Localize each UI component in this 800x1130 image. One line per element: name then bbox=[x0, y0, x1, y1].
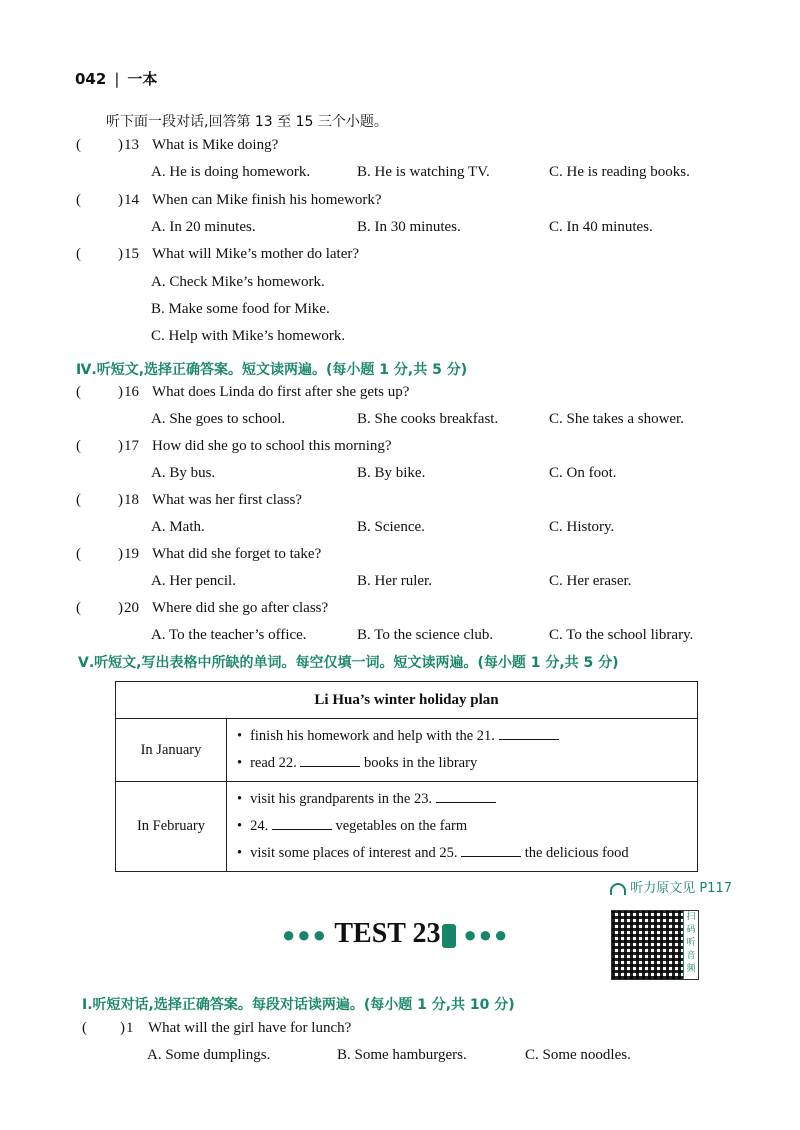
option-a: A. Check Mike’s homework. bbox=[151, 273, 325, 290]
answer-bracket-close: ) bbox=[118, 137, 123, 153]
question-number: 19 bbox=[124, 546, 139, 562]
section-4-title: Ⅳ.听短文,选择正确答案。短文读两遍。(每小题 1 分,共 5 分) bbox=[76, 362, 468, 378]
option-a: A. By bus. bbox=[151, 465, 216, 481]
option-c: C. On foot. bbox=[549, 465, 617, 481]
section-5-title: Ⅴ.听短文,写出表格中所缺的单词。每空仅填一词。短文读两遍。(每小题 1 分,共 5 分) bbox=[78, 655, 619, 671]
answer-bracket-close: ) bbox=[118, 492, 123, 508]
section-1-title: Ⅰ.听短对话,选择正确答案。每段对话读两遍。(每小题 1 分,共 10 分) bbox=[82, 997, 515, 1013]
dots-right-icon: ●●● bbox=[463, 922, 510, 947]
question-number: 13 bbox=[124, 137, 139, 153]
qr-caption: 扫码听音频 bbox=[683, 911, 698, 979]
question-number: 17 bbox=[124, 438, 139, 454]
option-a: A. Math. bbox=[151, 519, 205, 535]
page-number: 042 bbox=[75, 70, 107, 88]
answer-bracket-close: ) bbox=[120, 1020, 125, 1036]
answer-bracket-open[interactable]: ( bbox=[82, 1020, 87, 1036]
headphone-icon bbox=[610, 883, 626, 895]
option-b: B. To the science club. bbox=[357, 627, 494, 643]
question-number: 14 bbox=[124, 191, 139, 208]
answer-bracket-close: ) bbox=[118, 600, 123, 616]
answer-bracket-open[interactable]: ( bbox=[76, 384, 81, 400]
page-header: 042 | 一本 bbox=[75, 70, 158, 88]
plan-item-23: • visit his grandparents in the 23. bbox=[237, 786, 697, 813]
option-a: A. He is doing homework. bbox=[151, 164, 311, 181]
option-b: B. Science. bbox=[357, 519, 425, 535]
option-b: B. Make some food for Mike. bbox=[151, 300, 330, 317]
question-text: What was her first class? bbox=[152, 492, 302, 508]
answer-bracket-open[interactable]: ( bbox=[76, 137, 81, 153]
answer-bracket-close: ) bbox=[118, 384, 123, 400]
option-b: B. Some hamburgers. bbox=[337, 1047, 467, 1063]
blank-25[interactable] bbox=[461, 855, 521, 857]
option-a: A. To the teacher’s office. bbox=[151, 627, 307, 643]
answer-bracket-close: ) bbox=[118, 546, 123, 562]
option-a: A. Her pencil. bbox=[151, 573, 236, 589]
option-c: C. She takes a shower. bbox=[549, 411, 684, 427]
blank-21[interactable] bbox=[499, 738, 559, 740]
answer-bracket-open[interactable]: ( bbox=[76, 600, 81, 616]
option-c: C. Some noodles. bbox=[525, 1047, 631, 1063]
question-text: What does Linda do first after she gets up? bbox=[152, 384, 410, 400]
question-text: What will Mike’s mother do later? bbox=[152, 246, 360, 263]
option-b: B. In 30 minutes. bbox=[357, 218, 461, 235]
question-text: What did she forget to take? bbox=[152, 546, 322, 562]
option-b: B. By bike. bbox=[357, 465, 426, 481]
plan-item-25: • visit some places of interest and 25. the delicious food bbox=[237, 840, 697, 867]
question-text: Where did she go after class? bbox=[152, 600, 329, 616]
month-february: In February bbox=[116, 782, 227, 872]
answer-bracket-open[interactable]: ( bbox=[76, 546, 81, 562]
answer-bracket-open[interactable]: ( bbox=[76, 191, 81, 208]
qr-code-icon[interactable] bbox=[611, 910, 699, 980]
table-title: Li Hua’s winter holiday plan bbox=[116, 682, 698, 719]
answer-bracket-close: ) bbox=[118, 191, 123, 208]
listening-intro: 听下面一段对话,回答第 13 至 15 三个小题。 bbox=[106, 114, 388, 130]
answer-bracket-open[interactable]: ( bbox=[76, 246, 81, 263]
question-number: 20 bbox=[124, 600, 139, 616]
option-a: A. She goes to school. bbox=[151, 411, 286, 427]
question-number: 15 bbox=[124, 246, 139, 263]
blank-22[interactable] bbox=[300, 765, 360, 767]
option-b: B. He is watching TV. bbox=[357, 164, 490, 181]
option-b: B. She cooks breakfast. bbox=[357, 411, 499, 427]
question-number: 16 bbox=[124, 384, 139, 400]
book-title: 一本 bbox=[127, 70, 158, 88]
dots-left-icon: ●●● bbox=[282, 922, 328, 947]
plan-item-22: • read 22. books in the library bbox=[237, 750, 697, 777]
question-text: How did she go to school this morning? bbox=[152, 438, 392, 454]
plan-item-24: • 24. vegetables on the farm bbox=[237, 813, 697, 840]
blank-24[interactable] bbox=[272, 828, 332, 830]
option-c: C. Her eraser. bbox=[549, 573, 632, 589]
month-january: In January bbox=[116, 719, 227, 782]
option-b: B. Her ruler. bbox=[357, 573, 432, 589]
option-a: A. In 20 minutes. bbox=[151, 218, 256, 235]
question-text: When can Mike finish his homework? bbox=[152, 191, 382, 208]
question-text: What will the girl have for lunch? bbox=[148, 1020, 352, 1036]
holiday-plan-table bbox=[115, 681, 698, 872]
option-c: C. He is reading books. bbox=[549, 164, 690, 181]
option-c: C. History. bbox=[549, 519, 615, 535]
question-number: 1 bbox=[126, 1020, 134, 1036]
question-text: What is Mike doing? bbox=[152, 137, 279, 153]
plan-item-21: • finish his homework and help with the 21. bbox=[237, 723, 697, 750]
option-a: A. Some dumplings. bbox=[147, 1047, 271, 1063]
badge-icon bbox=[442, 924, 456, 948]
answer-bracket-open[interactable]: ( bbox=[76, 438, 81, 454]
blank-23[interactable] bbox=[436, 801, 496, 803]
option-c: C. Help with Mike’s homework. bbox=[151, 328, 346, 345]
answer-bracket-close: ) bbox=[118, 246, 123, 263]
test-title: ●●● TEST 23 ●●● bbox=[282, 918, 510, 949]
answer-bracket-close: ) bbox=[118, 438, 123, 454]
option-c: C. To the school library. bbox=[549, 627, 694, 643]
answer-bracket-open[interactable]: ( bbox=[76, 492, 81, 508]
option-c: C. In 40 minutes. bbox=[549, 218, 653, 235]
question-number: 18 bbox=[124, 492, 139, 508]
transcript-reference[interactable]: 听力原文见 P117 bbox=[610, 877, 732, 896]
